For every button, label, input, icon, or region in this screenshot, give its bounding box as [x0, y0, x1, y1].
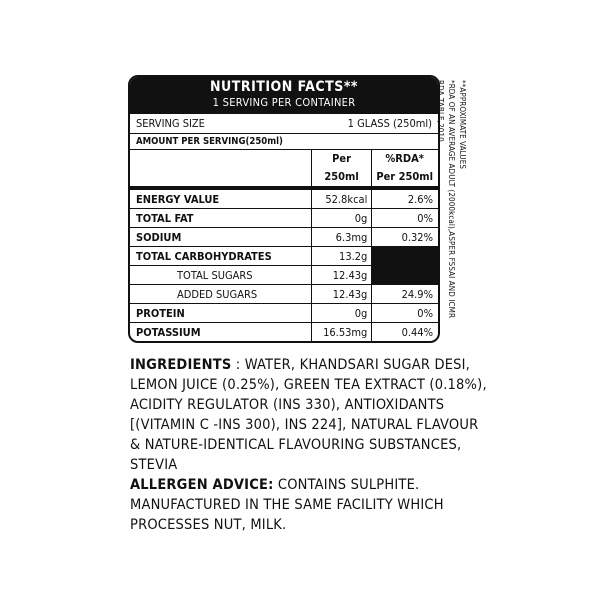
table-header-row — [130, 150, 438, 168]
footnote-rda: *RDA OF AN AVERAGE ADULT (2000kcal),ASPER FSSAI AND ICMR — [447, 80, 456, 319]
nutrient-value: 0g — [311, 304, 372, 323]
table-row — [130, 209, 438, 228]
table-header-unit-row — [130, 168, 438, 188]
nutrient-rda: 0.44% — [372, 323, 438, 342]
nutrient-name: ENERGY VALUE — [130, 188, 311, 209]
table-row — [130, 266, 438, 285]
nutrient-rda: 0% — [372, 304, 438, 323]
col-rda-unit: Per 250ml — [372, 168, 438, 188]
table-row — [130, 304, 438, 323]
ingredients-block — [130, 355, 490, 535]
nutrient-rda: 0.32% — [372, 228, 438, 247]
serving-size-row — [130, 114, 438, 134]
col-per-header: Per — [311, 150, 372, 168]
nutrient-name: TOTAL FAT — [130, 209, 311, 228]
ingredients-text: : WATER, KHANDSARI SUGAR DESI, LEMON JUICE (0.25%), GREEN TEA EXTRACT (0.18%), ACIDITY REGULATOR (INS 330), ANTIOXIDANTS [(VITAMIN C -INS 300), INS 224], NATURAL FLAVOUR & NATURE-IDENTICAL FLAVOURING SUBSTANCES, STEVIA — [130, 357, 487, 473]
nutrition-header — [130, 77, 438, 114]
nutrient-name: TOTAL CARBOHYDRATES — [130, 247, 311, 266]
table-row — [130, 247, 438, 266]
serving-size-value: 1 GLASS (250ml) — [347, 117, 432, 130]
table-row — [130, 188, 438, 209]
nutrient-rda: 24.9% — [372, 285, 438, 304]
allergen-text: CONTAINS SULPHITE. MANUFACTURED IN THE SAME FACILITY WHICH PROCESSES NUT, MILK. — [130, 477, 444, 533]
table-row — [130, 323, 438, 342]
table-row — [130, 228, 438, 247]
amount-per-serving: AMOUNT PER SERVING(250ml) — [130, 134, 438, 150]
nutrient-name: SODIUM — [130, 228, 311, 247]
nutrient-rda: 2.6% — [372, 188, 438, 209]
footnotes — [432, 80, 468, 334]
nutrient-name: ADDED SUGARS — [130, 285, 311, 304]
nutrient-value: 52.8kcal — [311, 188, 372, 209]
nutrition-facts-panel — [128, 75, 440, 343]
nutrient-name: PROTEIN — [130, 304, 311, 323]
nutrient-value: 12.43g — [311, 285, 372, 304]
nutrient-value: 0g — [311, 209, 372, 228]
allergen-label: ALLERGEN ADVICE: — [130, 477, 274, 493]
table-row — [130, 285, 438, 304]
nutrition-table — [130, 150, 438, 341]
ingredients-paragraph — [130, 355, 490, 475]
serving-size-label: SERVING SIZE — [136, 117, 205, 130]
nutrient-rda-empty — [372, 266, 438, 285]
nutrient-rda: 0% — [372, 209, 438, 228]
nutrient-name: POTASSIUM — [136, 325, 201, 339]
nutrient-value: 16.53mg — [311, 323, 372, 342]
nutrient-value: 12.43g — [311, 266, 372, 285]
nutrient-name: TOTAL SUGARS — [130, 266, 311, 285]
footnote-rda-table: RDA TABLE,2010. — [436, 80, 445, 145]
col-rda-header: %RDA* — [372, 150, 438, 168]
nutrient-value: 6.3mg — [311, 228, 372, 247]
footnote-approximate: **APPROXIMATE VALUES — [458, 80, 467, 170]
nutrition-title: NUTRITION FACTS** — [210, 79, 358, 95]
servings-per-container: 1 SERVING PER CONTAINER — [212, 96, 356, 109]
col-per-unit: 250ml — [311, 168, 372, 188]
ingredients-label: INGREDIENTS — [130, 357, 232, 373]
allergen-paragraph — [130, 475, 490, 535]
nutrient-rda-empty — [372, 247, 438, 266]
nutrient-value: 13.2g — [311, 247, 372, 266]
